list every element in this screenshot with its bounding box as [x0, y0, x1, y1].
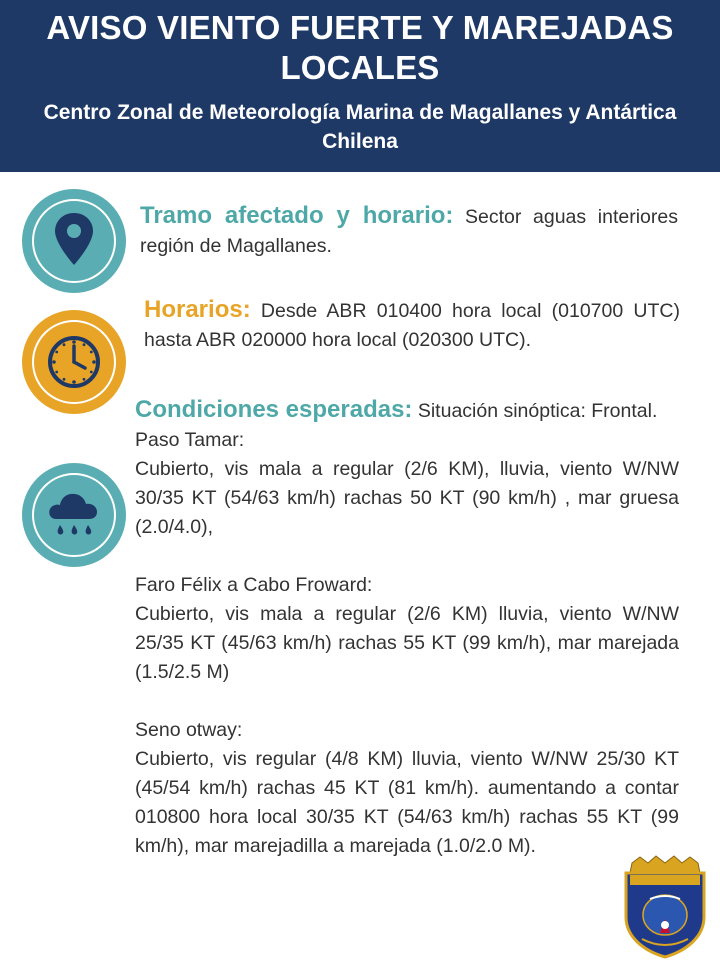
- zone-text: Cubierto, vis mala a regular (2/6 KM) lluvia, viento W/NW 25/35 KT (45/63 km/h) rachas 55 KT (99 km/h), mar marejada (1.5/2.5 M): [135, 603, 679, 683]
- horarios-text: Desde ABR 010400 hora local (010700 UTC) hasta ABR 020000 hora local (020300 UTC).: [144, 300, 680, 351]
- tramo-label: Tramo afectado y horario:: [140, 202, 454, 229]
- page-title: AVISO VIENTO FUERTE Y MAREJADAS LOCALES: [46, 9, 674, 86]
- zone-text: Cubierto, vis mala a regular (2/6 KM), lluvia, viento W/NW 30/35 KT (54/63 km/h) rachas 50 KT (90 km/h) , mar gruesa (2.0/4.0),: [135, 458, 679, 538]
- condiciones-intro: Situación sinóptica: Frontal.: [412, 400, 658, 422]
- condiciones-section: [135, 395, 679, 861]
- zone-text: Cubierto, vis regular (4/8 KM) lluvia, viento W/NW 25/30 KT (45/54 km/h) rachas 45 KT (81 km/h). aumentando a contar 010800 hora local 30/35 KT (54/63 km/h) rachas 55 KT (99 km/h), mar marejadilla a marejada (1.0/2.0 M).: [135, 748, 679, 857]
- horarios-label: Horarios:: [144, 296, 251, 323]
- clock-icon: [22, 310, 126, 414]
- page-subtitle: Centro Zonal de Meteorología Marina de Magallanes y Antártica Chilena: [43, 101, 677, 153]
- header-banner: [0, 0, 720, 172]
- tramo-section: [140, 201, 678, 261]
- condiciones-label: Condiciones esperadas:: [135, 396, 413, 423]
- tramo-text: Sector aguas interiores región de Magallanes.: [140, 206, 678, 257]
- horarios-section: [144, 295, 680, 355]
- navy-crest-logo: [620, 855, 710, 959]
- rain-cloud-icon: [22, 463, 126, 567]
- location-pin-icon: [22, 189, 126, 293]
- zone-name: Paso Tamar:: [135, 429, 245, 451]
- zone-name: Faro Félix a Cabo Froward:: [135, 574, 373, 596]
- zone-name: Seno otway:: [135, 719, 243, 741]
